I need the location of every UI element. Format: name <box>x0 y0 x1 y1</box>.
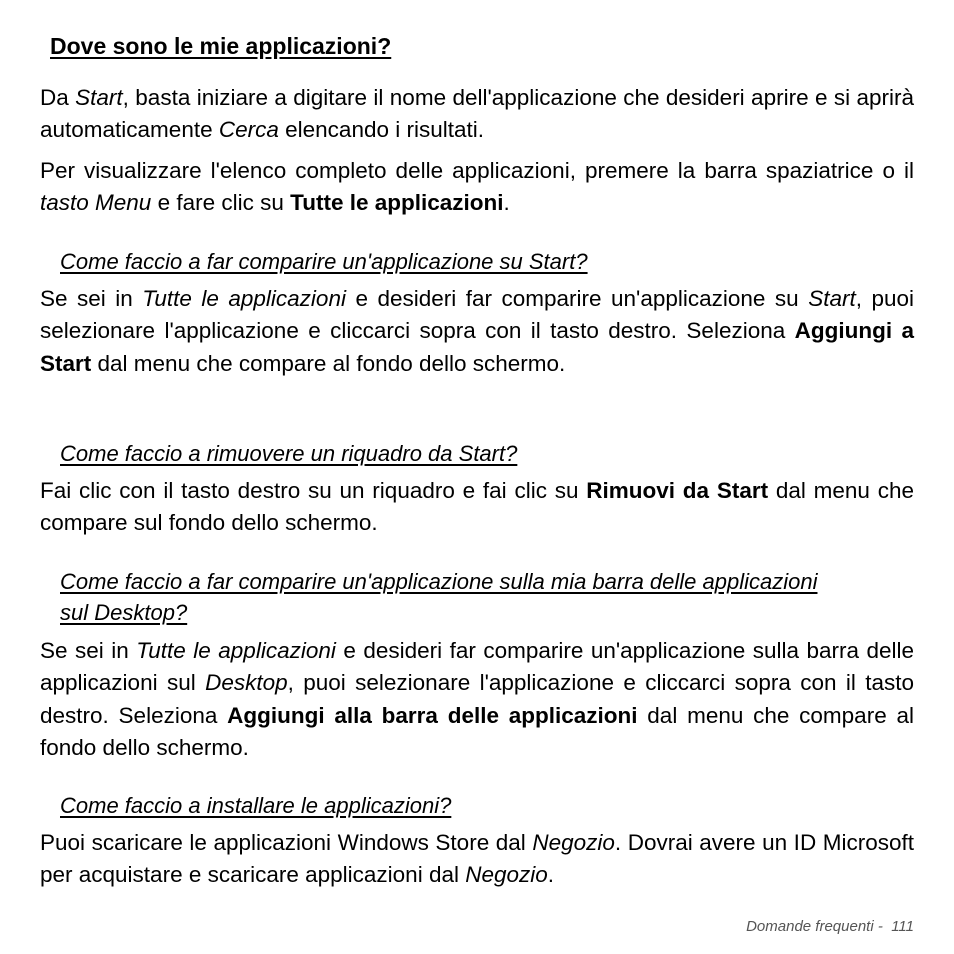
text: dal menu che compare al fondo dello schermo. <box>40 702 914 760</box>
emphasis: Desktop <box>205 670 288 696</box>
text: Da <box>40 85 76 110</box>
question-remove-tile: Come faccio a rimuovere un riquadro da Start? <box>60 441 518 466</box>
question-pin-start: Come faccio a far comparire un'applicazione su Start? <box>60 249 588 274</box>
paragraph-remove-tile <box>40 475 914 540</box>
paragraph-pin-start <box>40 283 914 380</box>
emphasis: Start <box>808 286 856 311</box>
text: Se sei in <box>40 286 143 311</box>
text: elencando i risultati. <box>278 117 485 143</box>
page-heading: Dove sono le mie applicazioni? <box>50 33 392 59</box>
text: , basta iniziare a digitare il nome dell'applicazione che desideri aprire e si aprirà automaticamente <box>40 85 914 143</box>
strong: Aggiungi alla barra delle applicazioni <box>227 702 638 728</box>
paragraph-all-apps <box>40 155 914 220</box>
paragraph-where-apps <box>40 82 914 147</box>
text: e fare clic su <box>151 190 291 216</box>
emphasis: tasto Menu <box>40 190 152 216</box>
emphasis: Cerca <box>218 117 279 143</box>
strong: Tutte le applicazioni <box>290 190 504 216</box>
emphasis: Negozio <box>465 862 548 888</box>
emphasis: Start <box>75 85 123 110</box>
strong: Rimuovi da Start <box>586 478 769 503</box>
text: dal menu che compare sul fondo dello schermo. <box>40 478 914 536</box>
page-footer <box>746 918 914 935</box>
text: e desideri far comparire un'applicazione su <box>345 286 809 311</box>
emphasis: Tutte le applicazioni <box>142 286 346 311</box>
text: Se sei in <box>40 638 137 663</box>
text: Per visualizzare l'elenco completo delle applicazioni, premere la barra spaziatrice o il <box>40 158 914 183</box>
text: , puoi selezionare l'applicazione e cliccarci sopra con il tasto destro. Seleziona <box>40 286 915 344</box>
strong: Aggiungi a Start <box>40 318 914 376</box>
text: . <box>503 190 510 216</box>
text: Puoi scaricare le applicazioni Windows Store dal <box>40 830 533 855</box>
text: . Dovrai avere un ID Microsoft per acquistare e scaricare applicazioni dal <box>40 830 915 888</box>
text: . <box>547 862 555 888</box>
question-install-apps: Come faccio a installare le applicazioni? <box>60 793 452 818</box>
footer-section: Domande frequenti - <box>746 918 883 935</box>
emphasis: Tutte le applicazioni <box>136 638 336 663</box>
page-number: 111 <box>891 918 914 935</box>
text: , puoi selezionare l'applicazione e cliccarci sopra con il tasto destro. Seleziona <box>40 670 915 728</box>
text: Fai clic con il tasto destro su un riquadro e fai clic su <box>40 478 587 503</box>
paragraph-pin-taskbar <box>40 635 914 764</box>
text: dal menu che compare al fondo dello schermo. <box>91 350 566 376</box>
emphasis: Negozio <box>532 830 615 855</box>
paragraph-install-apps <box>40 827 914 892</box>
question-pin-taskbar: Come faccio a far comparire un'applicazione sulla mia barra delle applicazioni sul Desktop? <box>60 569 818 625</box>
text: e desideri far comparire un'applicazione sulla barra delle applicazioni sul <box>40 638 914 696</box>
